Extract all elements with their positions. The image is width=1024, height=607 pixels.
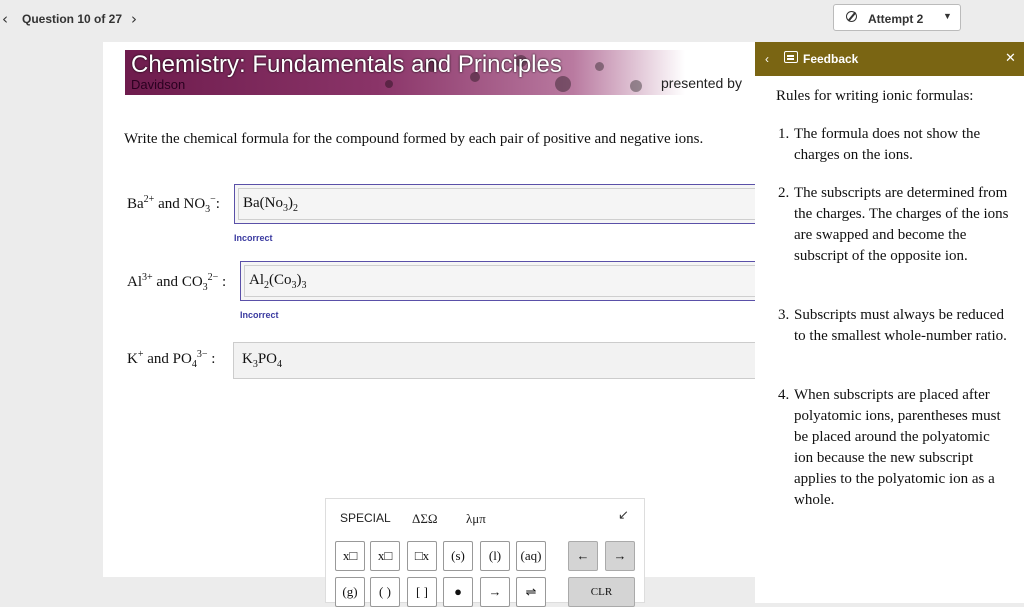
question-instruction: Write the chemical formula for the compound formed by each pair of positive and negative ions.	[124, 131, 704, 147]
liquid-state-key[interactable]: (l)	[480, 541, 510, 571]
status-incorrect-2: Incorrect	[240, 310, 279, 320]
rule-item: 2. The subscripts are determined from the charges. The charges of the ions are swapped and become the subscript of the opposite ion.	[778, 185, 1009, 264]
answer-field-2[interactable]: $Al_2(Co_3)_3$	[240, 261, 755, 301]
cursor-right-key[interactable]: →	[605, 541, 635, 571]
book-title: Chemistry: Fundamentals and Principles	[131, 51, 562, 78]
question-card	[103, 42, 755, 577]
tab-special[interactable]: SPECIAL	[340, 511, 391, 525]
ion-pair-1: $Ba^{2+}$ and $NO_3^-$:	[127, 194, 220, 215]
rule-item: 1. The formula does not show the charges on the ions.	[778, 126, 981, 163]
chevron-down-icon: ▼	[943, 11, 952, 21]
cursor-left-key[interactable]: ←	[568, 541, 598, 571]
parentheses-key[interactable]: ( )	[370, 577, 400, 607]
close-icon[interactable]: ✕	[1005, 50, 1016, 65]
next-question-icon[interactable]: ›	[131, 10, 137, 28]
question-counter: Question 10 of 27	[22, 12, 123, 26]
molecule-decoration	[595, 62, 604, 71]
status-incorrect-1: Incorrect	[234, 233, 273, 243]
gas-state-key[interactable]: (g)	[335, 577, 365, 607]
previous-question-icon[interactable]: ‹	[2, 10, 8, 28]
answer-field-3[interactable]: $K_3PO_4$	[233, 342, 755, 379]
rules-title: Rules for writing ionic formulas:	[776, 88, 974, 104]
subscript-key[interactable]: x□	[370, 541, 400, 571]
attempt-icon	[846, 11, 857, 22]
feedback-icon	[784, 51, 798, 63]
molecule-decoration	[385, 80, 393, 88]
superscript-key[interactable]: x□	[335, 541, 365, 571]
feedback-panel	[755, 42, 1024, 603]
brackets-key[interactable]: [ ]	[407, 577, 437, 607]
reaction-arrow-key[interactable]: →	[480, 577, 510, 607]
ion-pair-2: $Al^{3+}$ and $CO_3^{2-}$ :	[127, 272, 227, 293]
dot-key[interactable]: ●	[443, 577, 473, 607]
rule-item: 4. When subscripts are placed after polyatomic ions, parentheses must be placed around the polyatomic ion because the new subscript applies to the polyatomic ion as a whole.	[778, 387, 1001, 508]
presented-by: presented by	[661, 75, 742, 91]
solid-state-key[interactable]: (s)	[443, 541, 473, 571]
book-author: Davidson	[131, 77, 186, 92]
clear-key[interactable]: CLR	[568, 577, 635, 607]
feedback-header	[755, 42, 1024, 76]
pre-script-key[interactable]: □x	[407, 541, 437, 571]
ion-pair-3: K+ and $PO_4^{3-}$ :	[127, 349, 216, 370]
answer-field-1[interactable]: $Ba(No_3)_2$	[234, 184, 755, 224]
feedback-title: Feedback	[803, 52, 859, 66]
symbol-palette	[325, 498, 645, 603]
equilibrium-arrow-key[interactable]: ⇌	[516, 577, 546, 607]
rule-item: 3. Subscripts must always be reduced to the smallest whole-number ratio.	[778, 307, 1007, 344]
tab-greek-upper[interactable]: ΔΣΩ	[412, 511, 438, 526]
top-bar	[0, 0, 1024, 40]
textbook-banner	[125, 50, 685, 95]
collapse-icon[interactable]: ↙	[618, 507, 629, 522]
aqueous-state-key[interactable]: (aq)	[516, 541, 546, 571]
chevron-left-icon[interactable]: ‹	[765, 52, 769, 66]
tab-greek-lower[interactable]: λμπ	[466, 511, 486, 526]
attempt-dropdown[interactable]	[833, 4, 961, 31]
molecule-decoration	[630, 80, 642, 92]
attempt-label: Attempt 2	[868, 12, 924, 26]
